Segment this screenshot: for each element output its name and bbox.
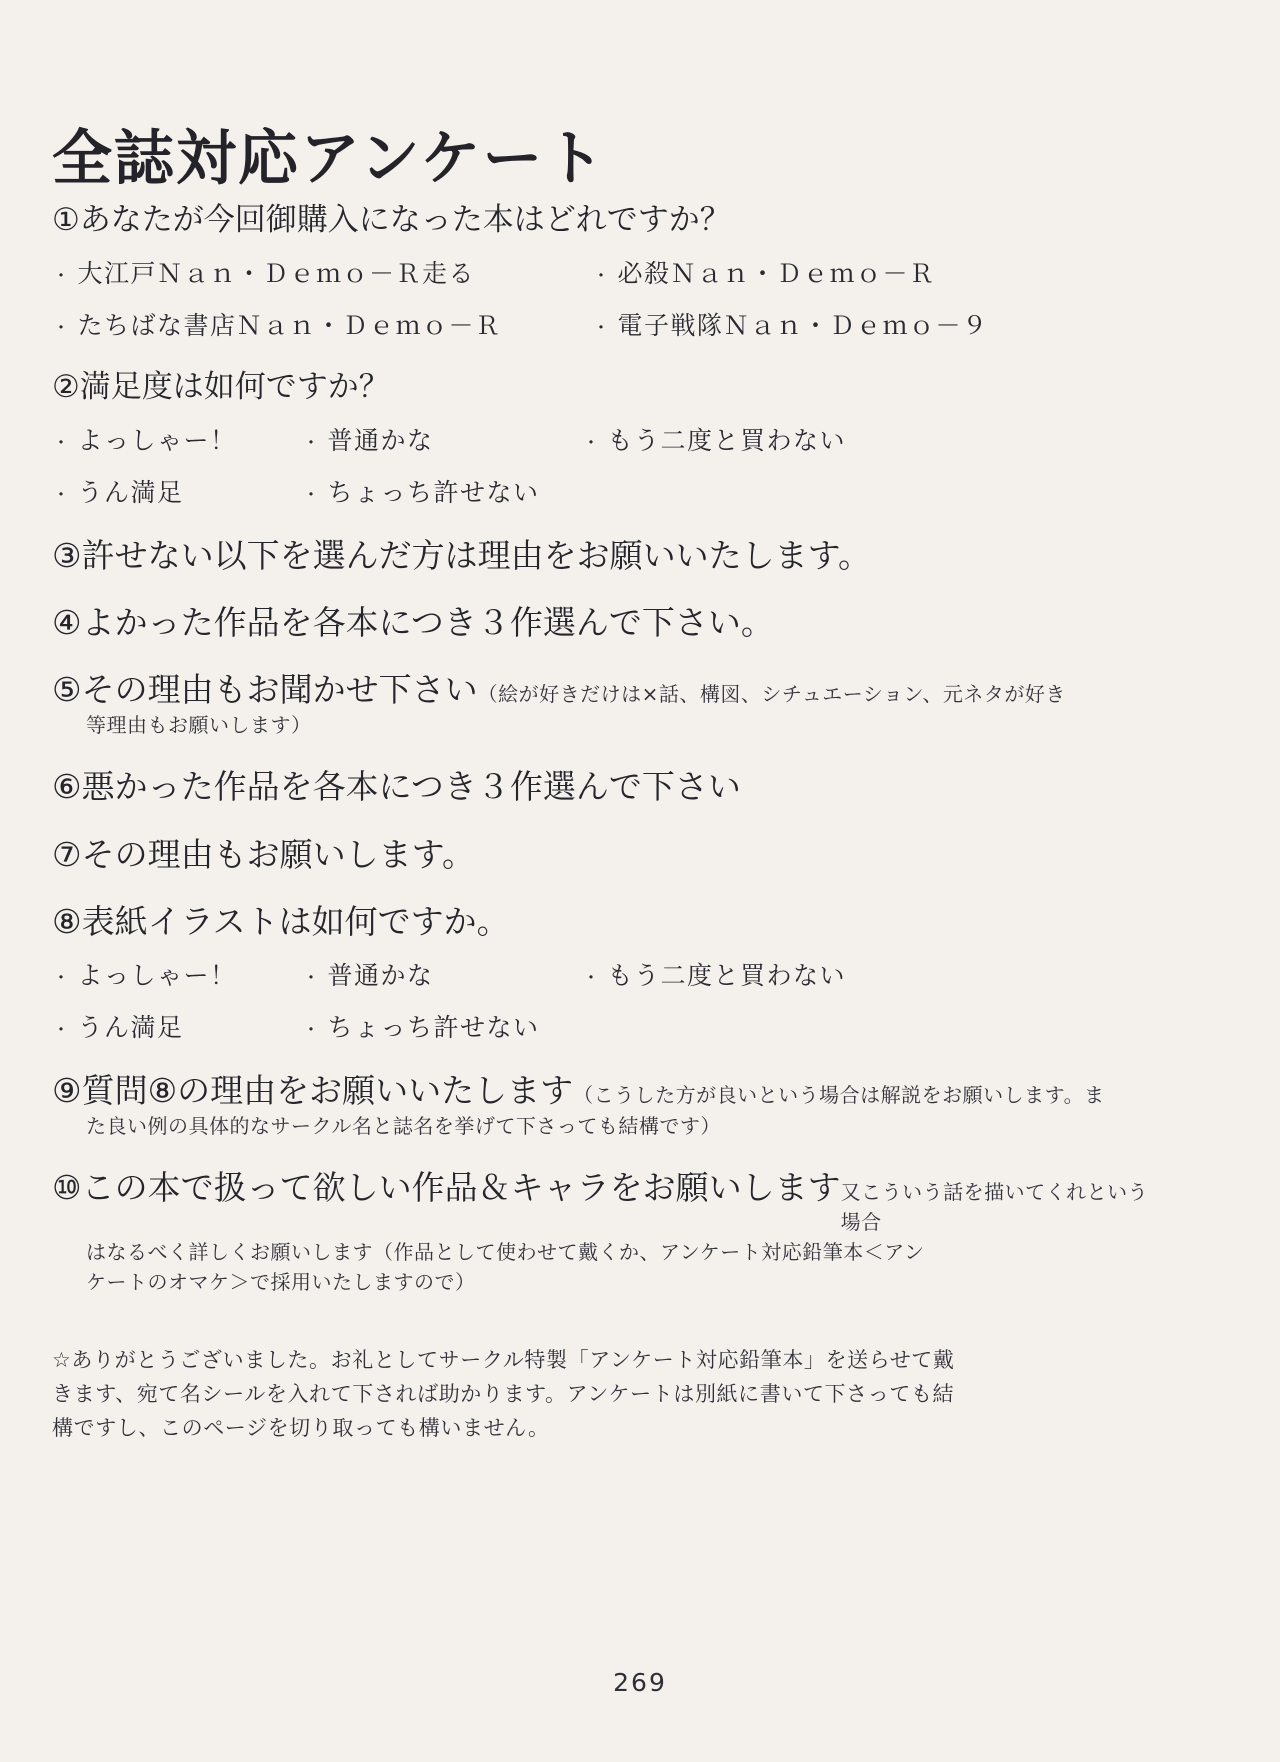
bullet-icon: ・ <box>52 265 72 287</box>
option-item[interactable] <box>52 956 302 992</box>
page-title: 全誌対応アンケート <box>52 124 607 194</box>
footer-note-line3: 構ですし、このページを切り取っても構いません。 <box>52 1416 550 1441</box>
option-row <box>52 1008 1152 1044</box>
option-item[interactable] <box>302 1008 582 1044</box>
question-4-label: ④よかった作品を各本につき３作選んで下さい。 <box>52 602 774 642</box>
bullet-icon: ・ <box>582 432 602 454</box>
option-label: 普通かな <box>327 961 434 990</box>
document-content <box>52 124 1152 1445</box>
question-1-options <box>52 254 1152 342</box>
option-label: たちばな書店Ｎａｎ・Ｄｅｍｏ－Ｒ <box>77 310 502 340</box>
question-10-note-line3: ケートのオマケ＞で採用いたしますので） <box>86 1270 476 1295</box>
bullet-icon: ・ <box>52 1020 72 1041</box>
option-label: うん満足 <box>77 1013 184 1042</box>
bullet-icon: ・ <box>592 317 612 339</box>
bullet-icon: ・ <box>52 317 72 339</box>
question-8-options <box>52 956 1152 1044</box>
option-row <box>52 473 1152 509</box>
option-item[interactable] <box>52 473 302 509</box>
option-item[interactable] <box>52 421 302 457</box>
option-label: もう二度と買わない <box>607 425 847 455</box>
question-9-label: ⑨質問⑧の理由をお願いいたします <box>52 1071 574 1110</box>
option-label: 大江戸Ｎａｎ・Ｄｅｍｏ－Ｒ走る <box>77 258 476 288</box>
option-item[interactable] <box>302 956 582 992</box>
option-label: 電子戦隊Ｎａｎ・Ｄｅｍｏ－９ <box>617 310 989 340</box>
option-item[interactable] <box>52 1008 302 1044</box>
bullet-icon: ・ <box>52 432 72 454</box>
question-8-label: ⑧表紙イラストは如何ですか。 <box>52 901 510 941</box>
option-label: ちょっち許せない <box>327 1013 540 1042</box>
bullet-icon: ・ <box>302 1020 322 1041</box>
option-label: 必殺Ｎａｎ・Ｄｅｍｏ－Ｒ <box>617 258 936 288</box>
option-row <box>52 421 1152 457</box>
option-label: よっしゃー！ <box>77 961 237 990</box>
option-row <box>52 956 1152 992</box>
option-row <box>52 254 1152 290</box>
question-6-label: ⑥悪かった作品を各本につき３作選んで下さい <box>52 767 741 807</box>
option-item[interactable] <box>52 254 592 290</box>
question-10-note-line2: はなるべく詳しくお願いします（作品として使わせて戴くか、アンケート対応鉛筆本＜アン <box>86 1240 925 1265</box>
option-row <box>52 306 1152 342</box>
question-7-label: ⑦その理由もお願いします。 <box>52 834 475 874</box>
bullet-icon: ・ <box>582 968 602 989</box>
bullet-icon: ・ <box>302 968 322 989</box>
question-5 <box>52 669 1152 740</box>
bullet-icon: ・ <box>302 432 322 454</box>
option-item[interactable] <box>52 306 592 342</box>
question-10-label: ⑩この本で扱って欲しい作品＆キャラをお願いします <box>52 1168 841 1208</box>
question-9-note-line1: （こうした方が良いという場合は解説をお願いします。ま <box>573 1083 1105 1107</box>
option-label: よっしゃー！ <box>77 425 237 455</box>
option-label: うん満足 <box>77 477 184 507</box>
option-item[interactable] <box>592 306 989 342</box>
bullet-icon: ・ <box>52 484 72 506</box>
question-2-label: ②満足度は如何ですか？ <box>52 368 390 405</box>
bullet-icon: ・ <box>592 265 612 287</box>
option-item[interactable] <box>582 956 846 992</box>
question-2-options <box>52 421 1152 509</box>
option-item[interactable] <box>302 421 582 457</box>
option-label: もう二度と買わない <box>607 961 847 990</box>
option-label: ちょっち許せない <box>327 477 540 507</box>
footer-note <box>52 1343 1112 1445</box>
option-item[interactable] <box>582 421 846 457</box>
question-1-label: ①あなたが今回御購入になった本はどれですか？ <box>52 202 731 238</box>
footer-note-line1: ☆ありがとうございました。お礼としてサークル特製「アンケート対応鉛筆本」を送らせて戴 <box>52 1348 955 1373</box>
question-5-label: ⑤その理由もお聞かせ下さい <box>52 670 478 709</box>
question-9-note-line2: た良い例の具体的なサークル名と誌名を挙げて下さっても結構です） <box>86 1114 721 1139</box>
bullet-icon: ・ <box>52 968 72 989</box>
page-number: 269 <box>613 1668 667 1697</box>
option-item[interactable] <box>302 473 582 509</box>
question-10 <box>52 1167 1152 1297</box>
question-3-label: ③許せない以下を選んだ方は理由をお願いいたします。 <box>52 535 871 575</box>
option-item[interactable] <box>592 254 936 290</box>
question-5-note-line1: （絵が好きだけは×話、構図、シチュエーション、元ネタが好き <box>477 682 1066 706</box>
option-label: 普通かな <box>327 425 434 455</box>
question-5-note-line2: 等理由もお願いします） <box>86 713 312 738</box>
footer-note-line2: きます、宛て名シールを入れて下されば助かります。アンケートは別紙に書いて下さっても結 <box>52 1382 955 1407</box>
question-9 <box>52 1070 1152 1141</box>
question-10-note-line1: 又こういう話を描いてくれという場合 <box>840 1180 1149 1235</box>
bullet-icon: ・ <box>302 484 322 506</box>
